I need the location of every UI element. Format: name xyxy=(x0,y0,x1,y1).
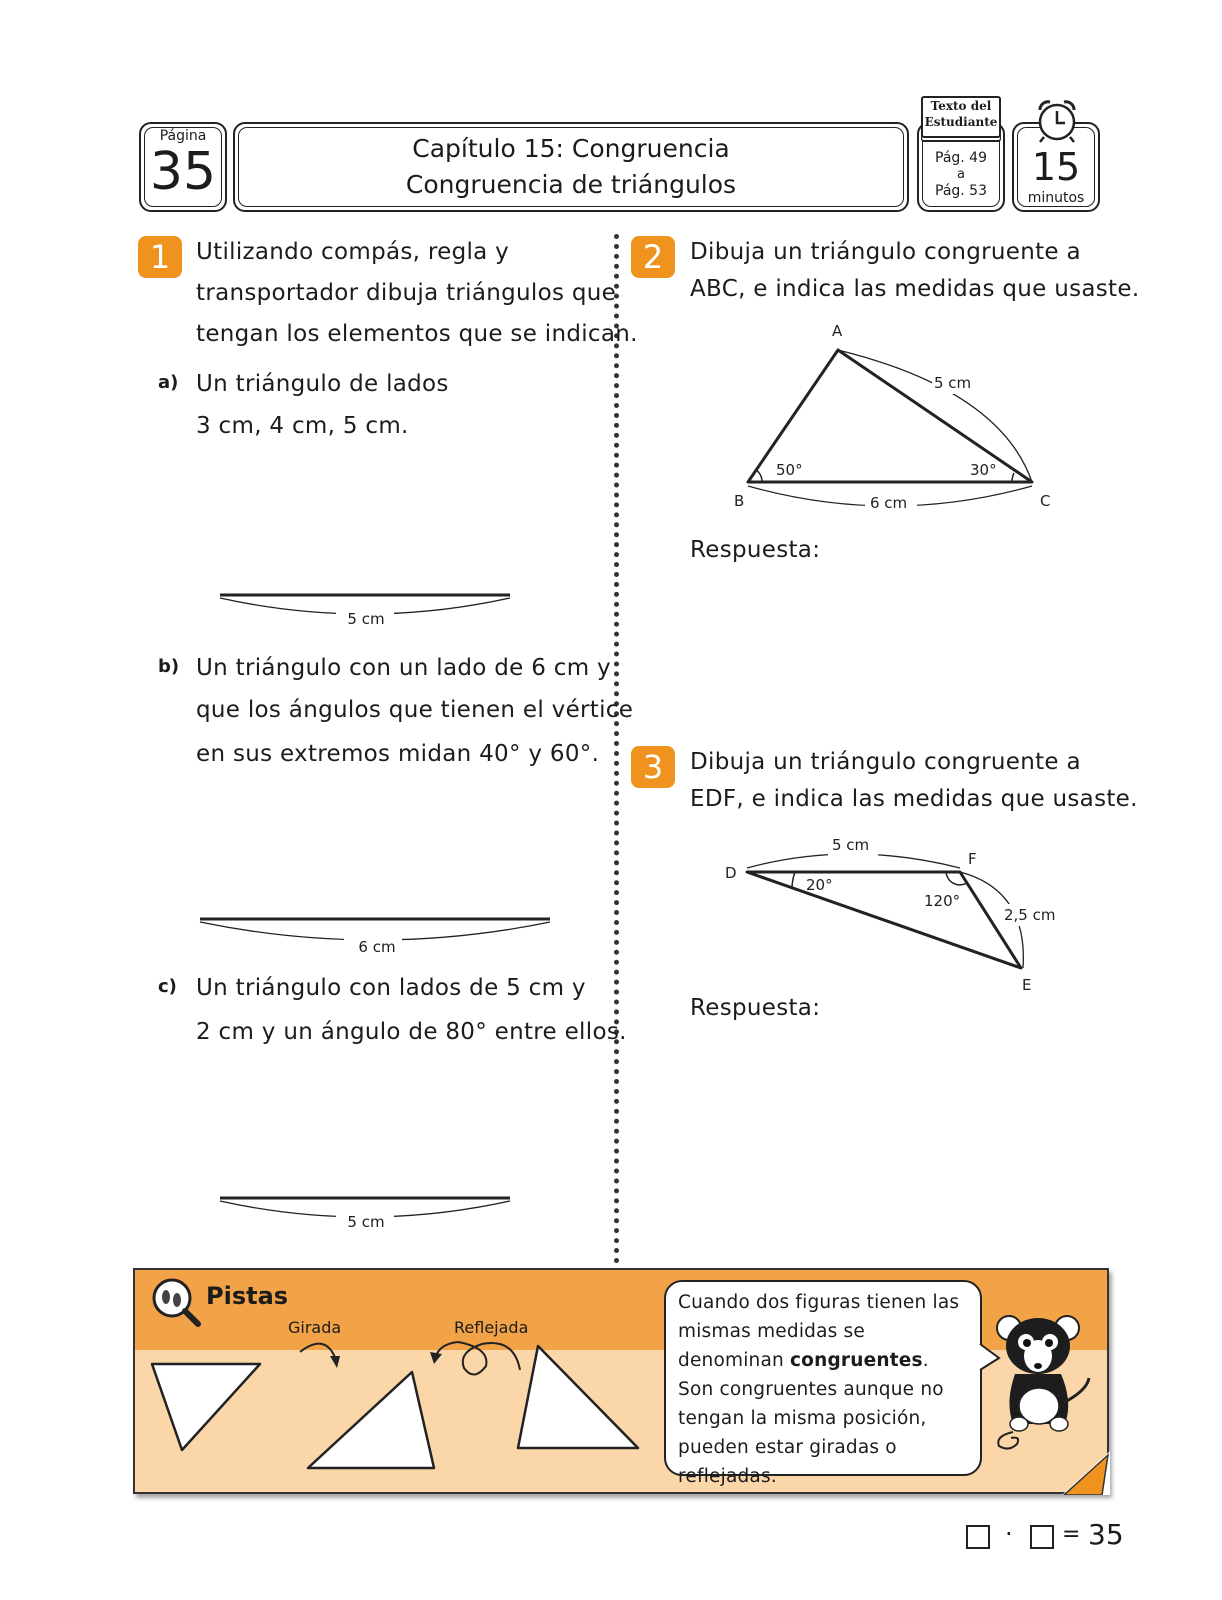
vertex-d: D xyxy=(725,864,737,882)
rotated-label: Girada xyxy=(288,1318,342,1337)
angle-c-label: 30° xyxy=(970,461,997,479)
item-c-line: Un triángulo con lados de 5 cm y xyxy=(196,975,586,1001)
exercise-2-instruction-line: Dibuja un triángulo congruente a xyxy=(690,239,1081,265)
footer-dot: · xyxy=(1005,1520,1013,1548)
folded-corner xyxy=(1062,1451,1110,1495)
item-a-line: Un triángulo de lados xyxy=(196,371,449,397)
pages-to: Pág. 53 xyxy=(935,183,987,199)
item-c-label: c) xyxy=(158,976,177,997)
footer-equals: = xyxy=(1062,1522,1081,1547)
item-a-line: 3 cm, 4 cm, 5 cm. xyxy=(196,413,409,439)
angle-b-label: 50° xyxy=(776,461,803,479)
triangle-def xyxy=(710,830,1060,1000)
item-b-label: b) xyxy=(158,656,180,677)
exercise-1-badge: 1 xyxy=(138,236,182,278)
item-b-line: que los ángulos que tienen el vértice xyxy=(196,697,634,723)
side-df-label: 5 cm xyxy=(832,836,870,854)
topic-title: Congruencia de triángulos xyxy=(405,170,737,199)
vertex-e: E xyxy=(1022,976,1032,994)
reflected-label: Reflejada xyxy=(454,1318,529,1337)
segment-c-label: 5 cm xyxy=(347,1213,385,1231)
exercise-3-instruction-line: Dibuja un triángulo congruente a xyxy=(690,749,1081,775)
hint-triangles xyxy=(140,1330,660,1480)
hints-title: Pistas xyxy=(206,1282,289,1310)
footer-box-1[interactable] xyxy=(966,1525,990,1549)
pages-from: Pág. 49 xyxy=(935,150,987,166)
pages-a: a xyxy=(957,167,965,182)
chapter-title-box xyxy=(233,122,909,212)
book-icon xyxy=(921,96,1001,138)
exercise-2-answer-label: Respuesta: xyxy=(690,537,821,563)
column-divider xyxy=(614,234,619,1264)
bubble-text-end: . Son congruentes aunque no tengan la misma posición, pueden estar giradas o reflejadas. xyxy=(678,1350,944,1487)
footer-result: 35 xyxy=(1088,1518,1124,1551)
bubble-text-start: Cuando dos figuras tienen las mismas medidas se denominan xyxy=(678,1292,960,1371)
item-a-label: a) xyxy=(158,372,179,393)
footer-box-2[interactable] xyxy=(1030,1525,1054,1549)
exercise-2-badge: 2 xyxy=(631,236,675,278)
hint-speech-bubble xyxy=(664,1280,982,1487)
book-label-2: Estudiante xyxy=(924,115,998,129)
footer-equation xyxy=(966,1518,1126,1558)
exercise-3-instruction-line: EDF, e indica las medidas que usaste. xyxy=(690,786,1138,812)
mascot-opossum-icon xyxy=(995,1302,1095,1452)
bubble-text-bold: congruentes xyxy=(790,1350,923,1371)
item-c-line: 2 cm y un ángulo de 80° entre ellos. xyxy=(196,1019,627,1045)
exercise-1-instruction-line: tengan los elementos que se indican. xyxy=(196,321,638,347)
item-b-line: en sus extremos midan 40° y 60°. xyxy=(196,741,600,767)
exercise-3-answer-label: Respuesta: xyxy=(690,995,821,1021)
vertex-b: B xyxy=(734,492,745,510)
vertex-a: A xyxy=(832,322,843,340)
vertex-f: F xyxy=(968,850,977,868)
exercise-1-instruction-line: transportador dibuja triángulos que xyxy=(196,280,617,306)
exercise-3-badge: 3 xyxy=(631,746,675,788)
triangle-abc xyxy=(700,320,1080,520)
segment-b-label: 6 cm xyxy=(358,938,396,956)
exercise-1-instruction-line: Utilizando compás, regla y xyxy=(196,239,510,265)
time-value: 15 xyxy=(1031,145,1081,189)
time-unit: minutos xyxy=(1027,190,1085,206)
page-number-box xyxy=(139,122,227,212)
side-fe-label: 2,5 cm xyxy=(1004,906,1056,924)
page-number: 35 xyxy=(149,142,217,202)
segment-a-label: 5 cm xyxy=(347,610,385,628)
angle-d-label: 20° xyxy=(806,876,833,894)
item-b-line: Un triángulo con un lado de 6 cm y xyxy=(196,655,611,681)
chapter-title: Capítulo 15: Congruencia xyxy=(412,134,730,163)
angle-f-label: 120° xyxy=(924,892,961,910)
vertex-c: C xyxy=(1040,492,1051,510)
alarm-clock-icon xyxy=(1030,96,1084,146)
page-label: Página xyxy=(159,128,207,144)
side-bc-label: 6 cm xyxy=(870,494,908,512)
magnifier-footprints-icon xyxy=(148,1276,202,1330)
side-ac-label: 5 cm xyxy=(934,374,972,392)
book-label-1: Texto del xyxy=(930,99,992,113)
exercise-2-instruction-line: ABC, e indica las medidas que usaste. xyxy=(690,276,1140,302)
